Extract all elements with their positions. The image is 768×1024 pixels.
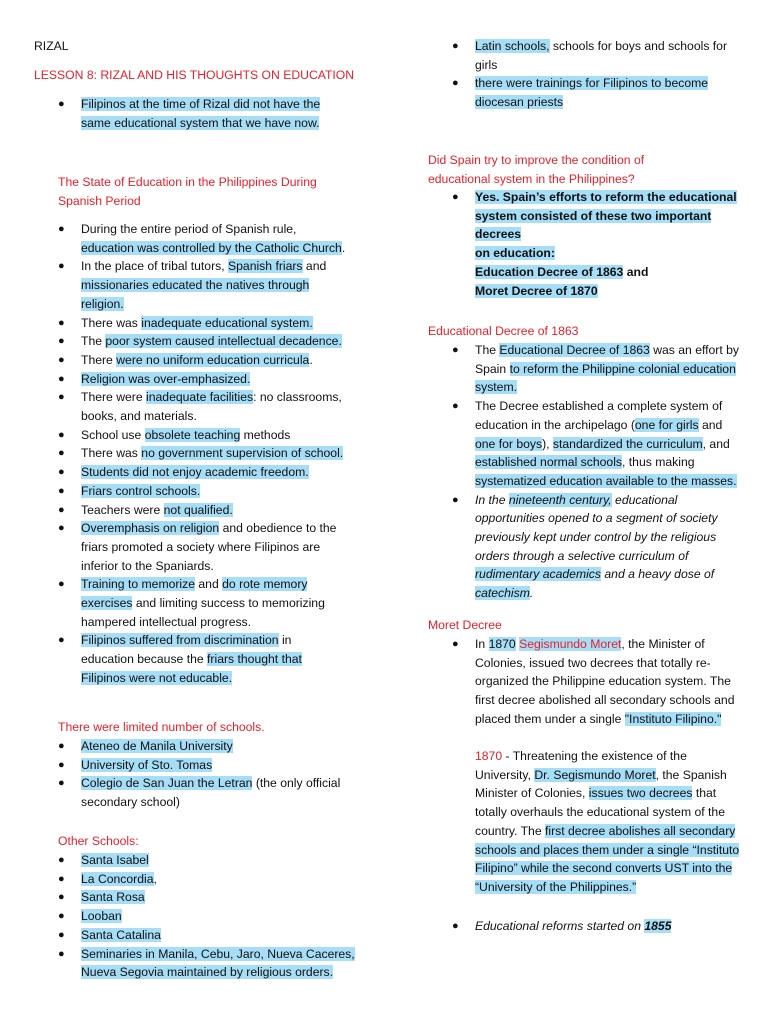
decree-1863-list <box>428 341 743 603</box>
list-item: ● Ateneo de Manila University <box>34 737 364 756</box>
moret-paragraph: 1870 - Threatening the existence of the University, Dr. Segismundo Moret, the Spanish Minister of Colonies, issues two decrees that totally overhauls the educational system of the country. The first decree abolishes all secondary schools and places them under a single “Instituto Filipino” while the second converts UST into the “University of the Philippines.” <box>475 749 740 894</box>
list-item: ● Overemphasis on religion and obedience to the friars promoted a society where Filipinos are inferior to the Spaniards. <box>58 521 337 573</box>
list-item: ● In the nineteenth century, educational opportunities opened to a segment of society previously kept under control by the religious orders through a selective curriculum of rudimentary academics and a heavy dose of catechism. <box>452 492 718 601</box>
section-heading-limited: There were limited number of schools. <box>58 720 265 734</box>
list-item: ● La Concordia, <box>34 870 364 889</box>
list-item: ● The Decree established a complete system of education in the archipelago (one for girls and one for boys), standardized the curriculum, and established normal schools, thus making systematized education available to the masses. <box>452 399 737 488</box>
list-item: ● Seminaries in Manila, Cebu, Jaro, Nueva Caceres, Nueva Segovia maintained by religious orders. <box>58 946 355 980</box>
list-item: ● There was no government supervision of school. <box>34 444 364 463</box>
bullet-icon: ● <box>58 758 65 771</box>
list-item: ● Friars control schools. <box>34 482 364 501</box>
schools-continued-list <box>428 37 743 112</box>
bullet-icon: ● <box>58 578 65 591</box>
state-list <box>34 220 364 688</box>
list-item: ● Santa Isabel <box>34 851 364 870</box>
intro-list <box>34 95 364 132</box>
list-item: ● Students did not enjoy academic freedom. <box>34 463 364 482</box>
list-item: ● Teachers were not qualified. <box>34 501 364 520</box>
schools-list <box>34 737 364 812</box>
list-item: ● The poor system caused intellectual decadence. <box>34 332 364 351</box>
bullet-icon: ● <box>58 928 65 941</box>
section-heading-decree-1863: Educational Decree of 1863 <box>428 324 579 338</box>
doc-title: RIZAL <box>34 39 69 53</box>
list-item: ● Santa Catalina <box>34 926 364 945</box>
section-heading-state: The State of Education in the Philippines During Spanish Period <box>58 175 317 208</box>
list-item: ● Latin schools, schools for boys and schools for girls <box>452 39 728 72</box>
bullet-icon: ● <box>58 223 65 235</box>
bullet-icon: ● <box>58 634 65 647</box>
moret-list <box>428 635 743 729</box>
other-schools-list <box>34 851 364 982</box>
bullet-icon: ● <box>452 191 459 203</box>
bullet-icon: ● <box>452 77 459 90</box>
list-item: ● The Educational Decree of 1863 was an effort by Spain to reform the Philippine colonial education system. <box>452 343 740 395</box>
list-item: ● there were trainings for Filipinos to become diocesan priests <box>452 76 709 110</box>
bullet-icon: ● <box>58 872 65 885</box>
bullet-icon: ● <box>58 947 65 960</box>
list-item: ● During the entire period of Spanish rule, education was controlled by the Catholic Church. <box>58 222 346 255</box>
bullet-icon: ● <box>58 522 65 535</box>
bullet-icon: ● <box>58 484 65 497</box>
lesson-title: LESSON 8: RIZAL AND HIS THOUGHTS ON EDUCATION <box>34 68 355 82</box>
answer-list <box>428 188 743 300</box>
list-item: ● Religion was over-emphasized. <box>34 370 364 389</box>
bullet-icon: ● <box>58 335 65 348</box>
list-item: ● In the place of tribal tutors, Spanish friars and missionaries educated the natives through religion. <box>58 259 327 311</box>
bullet-icon: ● <box>58 391 65 404</box>
list-item: ● Training to memorize and do rote memory exercises and limiting success to memorizing hampered intellectual progress. <box>58 577 325 629</box>
bullet-icon: ● <box>58 447 65 460</box>
bullet-icon: ● <box>58 854 65 866</box>
reforms-list <box>428 917 743 936</box>
list-item: ● Santa Rosa <box>34 888 364 907</box>
bullet-icon: ● <box>58 740 65 752</box>
list-item: ● In 1870 Segismundo Moret, the Minister of Colonies, issued two decrees that totally re- organized the Philippine education system. The first decree abolished all secondary schools and placed them under a single "Instituto Filipino." <box>452 637 735 726</box>
bullet-icon: ● <box>452 40 459 52</box>
bullet-icon: ● <box>452 344 459 356</box>
section-heading-other: Other Schools: <box>58 834 139 848</box>
list-item: ● Filipinos suffered from discrimination in education because the friars thought that Filipinos were not educable. <box>58 633 302 685</box>
list-item: ● There was inadequate educational system. <box>34 314 364 333</box>
bullet-icon: ● <box>452 638 459 650</box>
bullet-icon: ● <box>58 260 65 273</box>
bullet-icon: ● <box>58 891 65 904</box>
bullet-icon: ● <box>58 372 65 385</box>
list-item <box>34 95 364 132</box>
list-item: ● Looban <box>34 907 364 926</box>
bullet-icon: ● <box>58 98 65 110</box>
list-item: ● Colegio de San Juan the Letran (the only official secondary school) <box>58 776 341 810</box>
text: Filipinos at the time of Rizal did not have the <box>81 97 321 111</box>
section-heading-question: Did Spain try to improve the condition of educational system in the Philippines? <box>428 153 645 186</box>
bullet-icon: ● <box>58 316 65 329</box>
list-item: ● School use obsolete teaching methods <box>34 426 364 445</box>
bullet-icon: ● <box>58 466 65 479</box>
list-item: ● There were inadequate facilities: no classrooms, books, and materials. <box>58 390 342 424</box>
bullet-icon: ● <box>58 503 65 516</box>
text: same educational system that we have now. <box>81 115 320 130</box>
list-item: ● Educational reforms started on 1855 <box>428 917 743 936</box>
bullet-icon: ● <box>452 493 459 506</box>
bullet-icon: ● <box>58 428 65 441</box>
bullet-icon: ● <box>58 777 65 790</box>
list-item: ● Yes. Spain’s efforts to reform the educational system consisted of these two important decrees on education: Education Decree of 1863 and Moret Decree of 1870 <box>452 190 737 298</box>
section-heading-moret: Moret Decree <box>428 618 502 632</box>
bullet-icon: ● <box>452 920 459 932</box>
bullet-icon: ● <box>452 400 459 413</box>
bullet-icon: ● <box>58 910 65 923</box>
bullet-icon: ● <box>58 353 65 366</box>
list-item: ● University of Sto. Tomas <box>34 756 364 775</box>
list-item: ● There were no uniform education curricula. <box>34 351 364 370</box>
